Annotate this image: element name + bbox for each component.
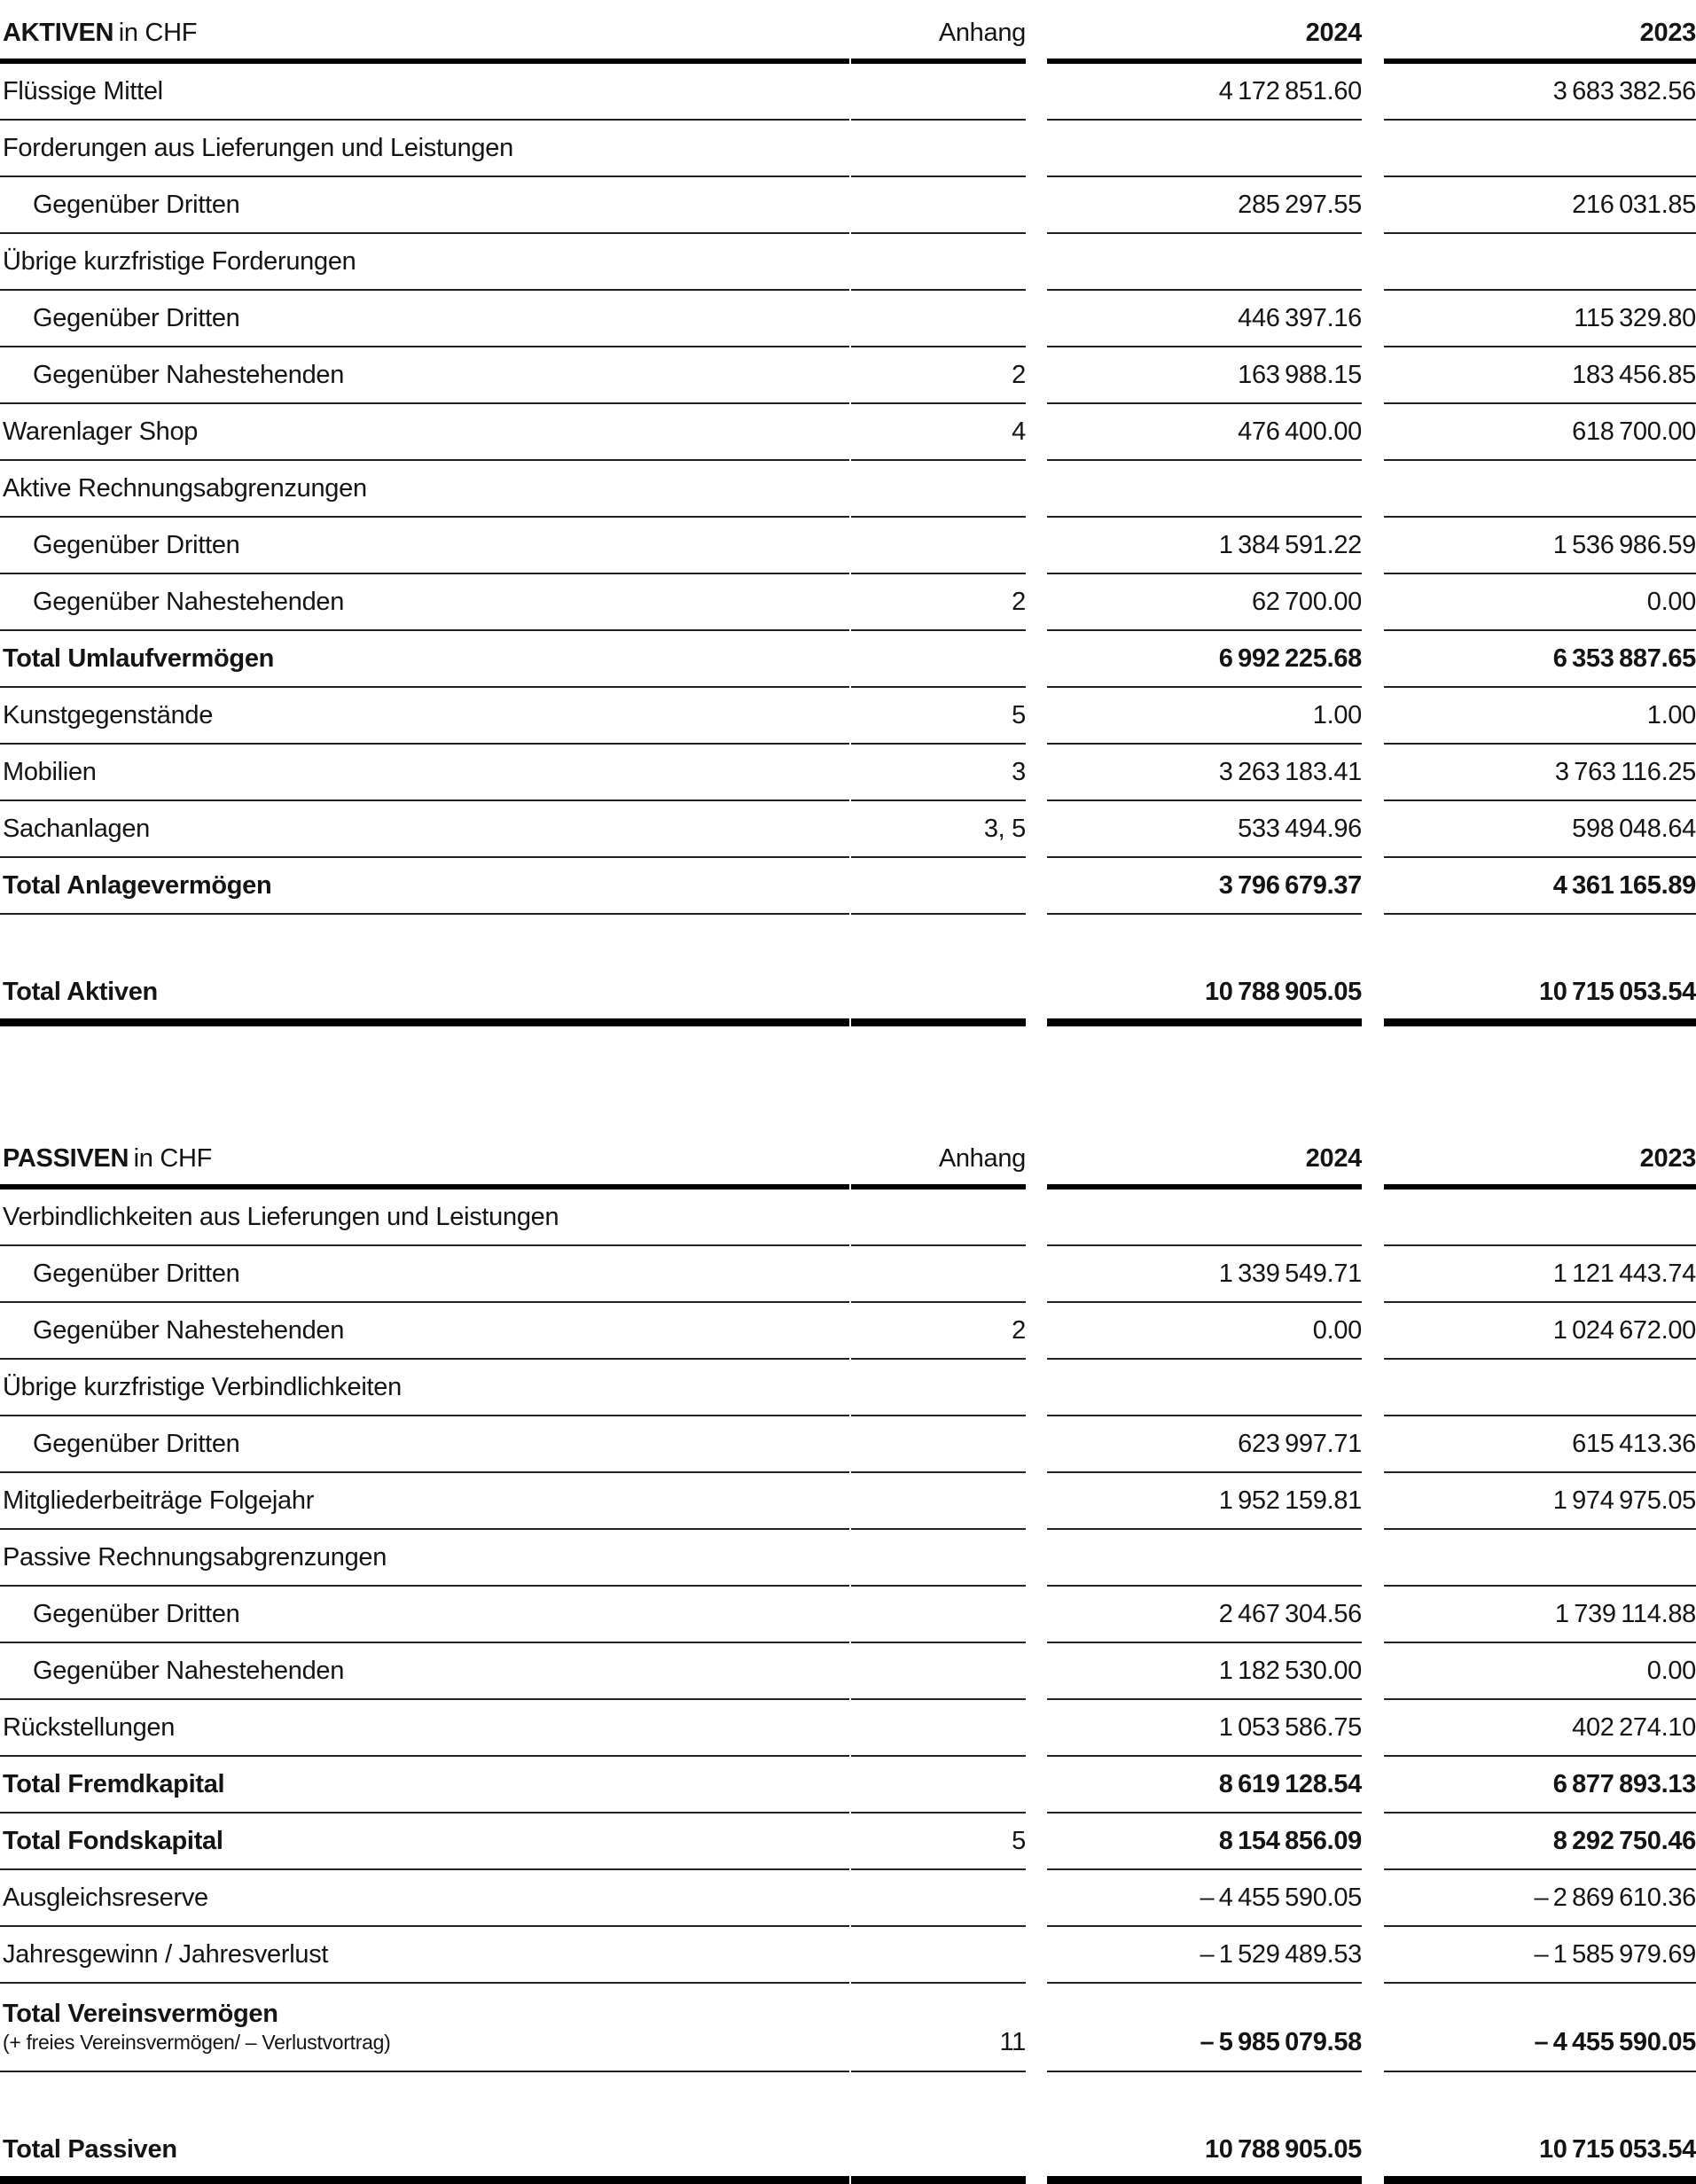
column-gap [1026, 1643, 1047, 1700]
row-value-2023: 3 683 382.56 [1384, 64, 1696, 121]
row-label: Gegenüber Dritten [33, 190, 240, 219]
table-row [0, 1870, 1696, 1927]
column-gap [1026, 1870, 1047, 1927]
row-value-2024: 446 397.16 [1047, 291, 1362, 347]
row-label-cell [0, 404, 849, 461]
row-value-2023: 1 739 114.88 [1384, 1587, 1696, 1643]
row-value-2024: 1 384 591.22 [1047, 518, 1362, 574]
passiven-title-cell [0, 1133, 849, 1190]
column-gap [1362, 291, 1384, 347]
column-gap [1362, 1643, 1384, 1700]
row-label-cell [0, 1700, 849, 1757]
column-gap [1026, 177, 1047, 234]
row-label-cell [0, 745, 849, 801]
column-gap [1362, 745, 1384, 801]
table-row [0, 1303, 1696, 1360]
row-value-2023: – 2 869 610.36 [1384, 1870, 1696, 1927]
row-value-2023: 1 024 672.00 [1384, 1303, 1696, 1360]
row-label-cell [0, 1870, 849, 1927]
row-value-2024: 6 992 225.68 [1047, 631, 1362, 688]
column-gap [1026, 1587, 1047, 1643]
row-label-cell [0, 121, 849, 177]
table-row [0, 177, 1696, 234]
row-value-2023: 4 361 165.89 [1384, 858, 1696, 915]
section-title-suffix: in CHF [118, 18, 198, 47]
section-aktiven [0, 7, 1696, 1026]
column-gap [1362, 1303, 1384, 1360]
row-value-2023: 10 715 053.54 [1384, 966, 1696, 1026]
row-anhang [851, 2072, 1026, 2124]
row-value-2023: 10 715 053.54 [1384, 2124, 1696, 2184]
row-value-2024: 3 263 183.41 [1047, 745, 1362, 801]
row-label-cell [0, 1190, 849, 1246]
row-label: Total Passiven [3, 2135, 177, 2164]
column-gap [1362, 966, 1384, 1026]
table-row [0, 1984, 1696, 2072]
row-anhang [851, 121, 1026, 177]
table-row [0, 858, 1696, 915]
balance-sheet [0, 7, 1696, 2184]
row-anhang: 11 [851, 1984, 1026, 2072]
column-gap [1026, 745, 1047, 801]
row-label: Gegenüber Dritten [33, 1429, 240, 1458]
row-value-2024: 4 172 851.60 [1047, 64, 1362, 121]
row-anhang [851, 461, 1026, 518]
row-label-cell [0, 234, 849, 291]
row-value-2023: 0.00 [1384, 1643, 1696, 1700]
row-anhang [851, 1416, 1026, 1473]
row-label: Gegenüber Dritten [33, 303, 240, 332]
row-value-2023 [1384, 234, 1696, 291]
column-gap [1026, 1133, 1047, 1190]
row-value-2023: 618 700.00 [1384, 404, 1696, 461]
column-gap [1026, 1190, 1047, 1246]
row-label-cell [0, 291, 849, 347]
column-gap [1026, 1530, 1047, 1587]
row-value-2023: 1 974 975.05 [1384, 1473, 1696, 1530]
row-label-cell [0, 631, 849, 688]
row-value-2024: 533 494.96 [1047, 801, 1362, 858]
column-gap [1026, 631, 1047, 688]
row-label-cell [0, 1360, 849, 1416]
row-label-cell [0, 915, 849, 966]
table-row [0, 1587, 1696, 1643]
row-label: Gegenüber Dritten [33, 530, 240, 559]
row-label-cell [0, 461, 849, 518]
row-label-cell [0, 518, 849, 574]
row-anhang: 3, 5 [851, 801, 1026, 858]
column-gap [1362, 1530, 1384, 1587]
row-value-2024: – 4 455 590.05 [1047, 1870, 1362, 1927]
row-anhang: 2 [851, 574, 1026, 631]
table-row [0, 2072, 1696, 2124]
row-value-2024: 163 988.15 [1047, 347, 1362, 404]
row-label-cell [0, 1814, 849, 1870]
column-gap [1026, 1303, 1047, 1360]
column-gap [1362, 1416, 1384, 1473]
table-row [0, 688, 1696, 745]
row-anhang: 2 [851, 1303, 1026, 1360]
column-gap [1362, 1700, 1384, 1757]
row-label-cell [0, 1587, 849, 1643]
column-gap [1362, 347, 1384, 404]
row-value-2023: 3 763 116.25 [1384, 745, 1696, 801]
table-row [0, 1246, 1696, 1303]
row-label: Gegenüber Nahestehenden [33, 360, 345, 389]
row-value-2024: 476 400.00 [1047, 404, 1362, 461]
table-row [0, 801, 1696, 858]
section-title-main: AKTIVEN [3, 18, 114, 47]
row-value-2023 [1384, 1360, 1696, 1416]
column-gap [1026, 858, 1047, 915]
column-gap [1026, 1246, 1047, 1303]
row-value-2023: 216 031.85 [1384, 177, 1696, 234]
table-row [0, 64, 1696, 121]
column-gap [1362, 1757, 1384, 1814]
row-label-cell [0, 1473, 849, 1530]
row-anhang [851, 177, 1026, 234]
row-label: Passive Rechnungsabgrenzungen [3, 1542, 387, 1572]
row-value-2024: 10 788 905.05 [1047, 2124, 1362, 2184]
column-gap [1026, 461, 1047, 518]
row-label: Jahresgewinn / Jahresverlust [3, 1939, 329, 1969]
row-anhang [851, 966, 1026, 1026]
table-row [0, 234, 1696, 291]
row-value-2024: – 5 985 079.58 [1047, 1984, 1362, 2072]
row-label-cell [0, 574, 849, 631]
row-value-2023: 598 048.64 [1384, 801, 1696, 858]
row-label-cell [0, 1984, 849, 2072]
row-label-cell [0, 801, 849, 858]
row-anhang [851, 1870, 1026, 1927]
row-value-2023: 8 292 750.46 [1384, 1814, 1696, 1870]
table-row [0, 915, 1696, 966]
row-label: Forderungen aus Lieferungen und Leistungen [3, 133, 513, 162]
column-gap [1026, 518, 1047, 574]
column-gap [1362, 1360, 1384, 1416]
row-value-2023 [1384, 1190, 1696, 1246]
table-row [0, 1416, 1696, 1473]
row-value-2024: 10 788 905.05 [1047, 966, 1362, 1026]
column-gap [1362, 1587, 1384, 1643]
column-gap [1026, 801, 1047, 858]
aktiven-title-cell [0, 7, 849, 64]
column-gap [1026, 1927, 1047, 1984]
row-anhang [851, 64, 1026, 121]
column-gap [1026, 121, 1047, 177]
row-anhang: 5 [851, 688, 1026, 745]
column-gap [1362, 64, 1384, 121]
column-gap [1026, 7, 1047, 64]
column-header-2024: 2024 [1047, 1133, 1362, 1190]
column-gap [1362, 858, 1384, 915]
column-gap [1026, 688, 1047, 745]
aktiven-rows [0, 64, 1696, 1026]
row-label: Mobilien [3, 757, 97, 786]
row-label: Rückstellungen [3, 1712, 176, 1742]
row-anhang [851, 234, 1026, 291]
section-passiven [0, 1133, 1696, 2184]
row-value-2024: 3 796 679.37 [1047, 858, 1362, 915]
row-label: Aktive Rechnungsabgrenzungen [3, 473, 367, 503]
table-row [0, 1927, 1696, 1984]
row-value-2024 [1047, 461, 1362, 518]
row-label: Total Vereinsvermögen [3, 2000, 278, 2029]
row-value-2024: 8 154 856.09 [1047, 1814, 1362, 1870]
row-label-cell [0, 2072, 849, 2124]
row-value-2024: 1 053 586.75 [1047, 1700, 1362, 1757]
column-gap [1026, 404, 1047, 461]
table-row [0, 1643, 1696, 1700]
row-anhang [851, 1757, 1026, 1814]
row-anhang [851, 2124, 1026, 2184]
table-row [0, 1473, 1696, 1530]
row-label: Gegenüber Dritten [33, 1259, 240, 1288]
row-value-2023: 6 353 887.65 [1384, 631, 1696, 688]
row-label-cell [0, 1757, 849, 1814]
row-label-cell [0, 177, 849, 234]
row-value-2024 [1047, 121, 1362, 177]
column-gap [1362, 2124, 1384, 2184]
row-anhang: 5 [851, 1814, 1026, 1870]
row-anhang [851, 1530, 1026, 1587]
column-gap [1362, 688, 1384, 745]
row-value-2024 [1047, 1190, 1362, 1246]
table-row [0, 291, 1696, 347]
row-anhang [851, 1190, 1026, 1246]
row-label-cell [0, 2124, 849, 2184]
row-anhang [851, 1587, 1026, 1643]
row-value-2024: 1 182 530.00 [1047, 1643, 1362, 1700]
row-value-2023 [1384, 2072, 1696, 2124]
column-gap [1026, 966, 1047, 1026]
row-label-cell [0, 1303, 849, 1360]
row-value-2023: 0.00 [1384, 574, 1696, 631]
row-label: Warenlager Shop [3, 417, 199, 446]
column-gap [1026, 234, 1047, 291]
table-row [0, 404, 1696, 461]
row-label-cell [0, 1530, 849, 1587]
row-value-2024 [1047, 1530, 1362, 1587]
section-title [0, 1144, 212, 1173]
column-gap [1362, 404, 1384, 461]
row-anhang [851, 518, 1026, 574]
row-sublabel: (+ freies Vereinsvermögen/ – Verlustvortrag) [3, 2030, 391, 2054]
column-gap [1362, 1190, 1384, 1246]
row-label-cell [0, 64, 849, 121]
column-gap [1362, 1870, 1384, 1927]
column-gap [1362, 1927, 1384, 1984]
row-value-2024: 0.00 [1047, 1303, 1362, 1360]
column-gap [1026, 1416, 1047, 1473]
column-gap [1362, 1133, 1384, 1190]
row-label-cell [0, 1643, 849, 1700]
row-value-2023: – 4 455 590.05 [1384, 1984, 1696, 2072]
row-anhang [851, 1700, 1026, 1757]
row-label: Übrige kurzfristige Verbindlichkeiten [3, 1372, 402, 1401]
row-value-2024: – 1 529 489.53 [1047, 1927, 1362, 1984]
table-row [0, 1700, 1696, 1757]
row-label: Total Umlaufvermögen [3, 644, 275, 673]
column-gap [1026, 915, 1047, 966]
table-row [0, 966, 1696, 1026]
column-gap [1362, 234, 1384, 291]
table-row [0, 574, 1696, 631]
column-header-2023: 2023 [1384, 1133, 1696, 1190]
aktiven-header-row [0, 7, 1696, 64]
row-label-cell [0, 347, 849, 404]
row-label: Gegenüber Nahestehenden [33, 1315, 345, 1345]
row-label: Übrige kurzfristige Forderungen [3, 246, 356, 276]
column-gap [1362, 518, 1384, 574]
row-label-cell [0, 858, 849, 915]
row-label-cell [0, 688, 849, 745]
row-label: Gegenüber Dritten [33, 1599, 240, 1628]
row-value-2023 [1384, 915, 1696, 966]
row-anhang [851, 1927, 1026, 1984]
row-value-2024 [1047, 1360, 1362, 1416]
row-value-2024: 623 997.71 [1047, 1416, 1362, 1473]
table-row [0, 1530, 1696, 1587]
row-label: Ausgleichsreserve [3, 1883, 208, 1912]
column-gap [1026, 1700, 1047, 1757]
row-label: Kunstgegenstände [3, 700, 214, 729]
column-header-2023: 2023 [1384, 7, 1696, 64]
table-row [0, 347, 1696, 404]
column-gap [1026, 64, 1047, 121]
table-row [0, 1814, 1696, 1870]
section-title-suffix: in CHF [133, 1143, 213, 1173]
row-label: Mitgliederbeiträge Folgejahr [3, 1486, 315, 1515]
row-label-cell [0, 1246, 849, 1303]
column-gap [1026, 347, 1047, 404]
column-gap [1026, 2124, 1047, 2184]
row-label: Total Aktiven [3, 978, 158, 1007]
column-gap [1362, 574, 1384, 631]
row-value-2023: – 1 585 979.69 [1384, 1927, 1696, 1984]
row-value-2023: 1 536 986.59 [1384, 518, 1696, 574]
row-label: Gegenüber Nahestehenden [33, 1656, 345, 1685]
row-label: Total Anlagevermögen [3, 870, 272, 900]
row-label: Sachanlagen [3, 814, 151, 843]
row-value-2023 [1384, 461, 1696, 518]
row-anhang: 4 [851, 404, 1026, 461]
column-gap [1362, 1814, 1384, 1870]
column-gap [1362, 1246, 1384, 1303]
row-label: Gegenüber Nahestehenden [33, 587, 345, 616]
row-label: Total Fondskapital [3, 1826, 223, 1855]
section-title [0, 19, 197, 47]
table-row [0, 1190, 1696, 1246]
row-label-cell [0, 966, 849, 1026]
table-row [0, 518, 1696, 574]
row-value-2024: 1 952 159.81 [1047, 1473, 1362, 1530]
row-value-2024 [1047, 915, 1362, 966]
row-value-2023 [1384, 121, 1696, 177]
row-label: Verbindlichkeiten aus Lieferungen und Leistungen [3, 1202, 559, 1231]
column-gap [1362, 461, 1384, 518]
row-value-2024 [1047, 2072, 1362, 2124]
column-gap [1362, 1473, 1384, 1530]
column-gap [1026, 291, 1047, 347]
table-row [0, 1757, 1696, 1814]
column-gap [1362, 2072, 1384, 2124]
row-value-2024: 2 467 304.56 [1047, 1587, 1362, 1643]
table-row [0, 121, 1696, 177]
column-gap [1026, 1814, 1047, 1870]
column-gap [1026, 574, 1047, 631]
row-value-2024: 285 297.55 [1047, 177, 1362, 234]
row-anhang [851, 915, 1026, 966]
row-value-2023: 6 877 893.13 [1384, 1757, 1696, 1814]
row-label: Flüssige Mittel [3, 76, 163, 105]
table-row [0, 631, 1696, 688]
row-value-2023: 615 413.36 [1384, 1416, 1696, 1473]
row-anhang [851, 291, 1026, 347]
column-gap [1026, 1984, 1047, 2072]
row-label-cell [0, 1927, 849, 1984]
table-row [0, 2124, 1696, 2184]
row-anhang: 3 [851, 745, 1026, 801]
column-header-2024: 2024 [1047, 7, 1362, 64]
column-gap [1362, 801, 1384, 858]
row-value-2024: 8 619 128.54 [1047, 1757, 1362, 1814]
column-header-anhang: Anhang [851, 7, 1026, 64]
column-gap [1026, 1473, 1047, 1530]
row-label-cell [0, 1416, 849, 1473]
row-value-2023: 115 329.80 [1384, 291, 1696, 347]
table-row [0, 745, 1696, 801]
column-header-anhang: Anhang [851, 1133, 1026, 1190]
row-value-2023: 402 274.10 [1384, 1700, 1696, 1757]
row-anhang [851, 1643, 1026, 1700]
row-anhang [851, 1360, 1026, 1416]
column-gap [1362, 177, 1384, 234]
row-anhang [851, 1473, 1026, 1530]
row-anhang: 2 [851, 347, 1026, 404]
table-row [0, 461, 1696, 518]
row-value-2024: 1 339 549.71 [1047, 1246, 1362, 1303]
table-row [0, 1360, 1696, 1416]
row-value-2023: 1.00 [1384, 688, 1696, 745]
row-anhang [851, 1246, 1026, 1303]
column-gap [1362, 915, 1384, 966]
row-anhang [851, 858, 1026, 915]
column-gap [1362, 7, 1384, 64]
row-label: Total Fremdkapital [3, 1769, 225, 1798]
row-value-2023: 1 121 443.74 [1384, 1246, 1696, 1303]
column-gap [1026, 2072, 1047, 2124]
passiven-header-row [0, 1133, 1696, 1190]
column-gap [1026, 1360, 1047, 1416]
column-gap [1362, 631, 1384, 688]
row-anhang [851, 631, 1026, 688]
column-gap [1362, 1984, 1384, 2072]
column-gap [1026, 1757, 1047, 1814]
row-value-2024 [1047, 234, 1362, 291]
row-value-2023 [1384, 1530, 1696, 1587]
row-value-2024: 1.00 [1047, 688, 1362, 745]
passiven-rows [0, 1190, 1696, 2184]
row-value-2023: 183 456.85 [1384, 347, 1696, 404]
column-gap [1362, 121, 1384, 177]
row-value-2024: 62 700.00 [1047, 574, 1362, 631]
section-title-main: PASSIVEN [3, 1143, 129, 1173]
